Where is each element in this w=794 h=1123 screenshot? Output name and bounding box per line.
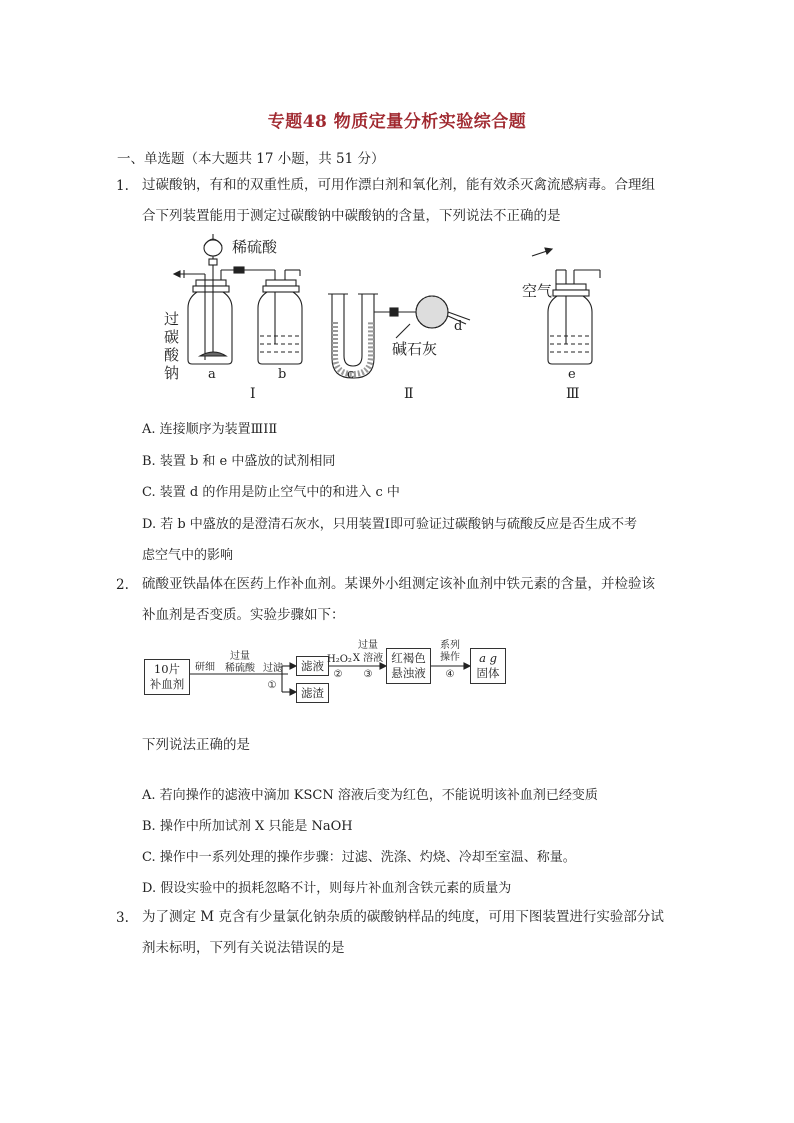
flow-box-suspension <box>386 648 431 684</box>
svg-text:酸: 酸 <box>164 346 180 364</box>
label-c: c <box>347 367 355 382</box>
flow-label-grind: 研细 <box>195 662 215 673</box>
flow-label-excess: 过量 <box>230 651 250 662</box>
option-a: A. 连接顺序为装置ⅢⅠⅡ <box>142 422 278 437</box>
flow-text: 滤渣 <box>301 685 324 700</box>
separatory-funnel <box>204 234 222 280</box>
label-sodium-percarbonate <box>164 310 180 382</box>
flow-label-filter: 过滤 <box>263 663 283 674</box>
label-air: 空气 <box>522 282 553 300</box>
flow-box-residue <box>296 683 329 703</box>
option-b: B. 操作中所加试剂 X 只能是 NaOH <box>142 819 353 834</box>
flow-step-3: ③ <box>363 669 373 680</box>
question-line: 补血剂是否变质。实验步骤如下： <box>142 607 345 623</box>
flow-label-dilute-acid: 稀硫酸 <box>225 663 255 674</box>
label-soda-lime: 碱石灰 <box>392 340 438 358</box>
flow-text: 悬浊液 <box>391 666 426 680</box>
option-b: B. 装置 b 和 e 中盛放的试剂相同 <box>142 454 336 469</box>
flow-text: 补血剂 <box>149 677 185 691</box>
question-line: 过碳酸钠，有和的双重性质，可用作漂白剂和氧化剂，能有效杀灭禽流感病毒。合理组 <box>142 177 655 193</box>
question-line: 合下列装置能用于测定过碳酸钠中碳酸钠的含量，下列说法不正确的是 <box>142 208 561 224</box>
svg-text:碳: 碳 <box>164 328 180 346</box>
apparatus-figure <box>160 232 630 404</box>
question-line: 剂未标明，下列有关说法错误的是 <box>142 940 345 956</box>
option-c: C. 操作中一系列处理的操作步骤：过滤、洗涤、灼烧、冷却至室温、称量。 <box>142 850 576 865</box>
option-c: C. 装置 d 的作用是防止空气中的和进入 c 中 <box>142 485 400 500</box>
bottle-b <box>258 270 302 364</box>
flow-label-excess-x: 过量 <box>358 640 378 651</box>
bottle-a <box>174 267 275 364</box>
svg-text:钠: 钠 <box>164 364 180 382</box>
flow-text: 红褐色 <box>391 651 426 665</box>
flow-box-filtrate <box>296 656 329 676</box>
label-e: e <box>568 367 576 382</box>
flow-step-1: ① <box>267 680 277 691</box>
label-device-II: Ⅱ <box>404 386 414 402</box>
question-prompt: 下列说法正确的是 <box>142 737 250 753</box>
option-d: D. 假设实验中的损耗忽略不计，则每片补血剂含铁元素的质量为 <box>142 881 512 896</box>
question-number: 1. <box>116 178 129 194</box>
question-text <box>142 569 655 631</box>
label-a: a <box>208 367 216 382</box>
option-a: A. 若向操作的滤液中滴加 KSCN 溶液后变为红色，不能说明该补血剂已经变质 <box>142 788 598 803</box>
section-heading: 一、单选题（本大题共 17 小题，共 51 分） <box>117 151 385 167</box>
label-d: d <box>454 319 463 334</box>
label-device-III: Ⅲ <box>566 386 580 402</box>
flow-text: a g <box>479 651 497 665</box>
flow-label-h2o2: H₂O₂ <box>327 654 352 665</box>
option-d-continued: 虑空气中的影响 <box>142 548 234 563</box>
label-dilute-sulfuric-acid: 稀硫酸 <box>232 238 278 256</box>
flow-label-x-solution: X 溶液 <box>352 653 384 664</box>
label-device-I: Ⅰ <box>250 386 256 402</box>
question-number: 3. <box>116 910 129 926</box>
question-text <box>142 902 664 964</box>
flow-chart <box>144 636 514 708</box>
option-d: D. 若 b 中盛放的是澄清石灰水，只用装置Ⅰ即可验证过碳酸钠与硫酸反应是否生成不考 <box>142 517 637 532</box>
flow-step-4: ④ <box>445 669 455 680</box>
flow-text: 固体 <box>476 666 500 680</box>
bottle-e <box>532 248 600 364</box>
label-b: b <box>278 367 287 382</box>
flow-text: 滤液 <box>301 658 324 673</box>
page-title: 专题48 物质定量分析实验综合题 <box>267 112 527 132</box>
flow-box-start <box>144 659 190 695</box>
question-text <box>142 170 655 232</box>
question-line: 硫酸亚铁晶体在医药上作补血剂。某课外小组测定该补血剂中铁元素的含量，并检验该 <box>142 576 655 592</box>
flow-label-series: 系列 <box>440 640 460 651</box>
question-number: 2. <box>116 577 129 593</box>
svg-text:过: 过 <box>164 310 180 328</box>
flow-box-solid <box>470 648 506 684</box>
question-line: 为了测定 M 克含有少量氯化钠杂质的碳酸钠样品的纯度，可用下图装置进行实验部分试 <box>142 909 664 925</box>
u-tube-c <box>328 294 398 378</box>
flow-step-2: ② <box>333 669 343 680</box>
flow-label-operation: 操作 <box>440 652 460 663</box>
flow-text: 10片 <box>153 662 181 676</box>
